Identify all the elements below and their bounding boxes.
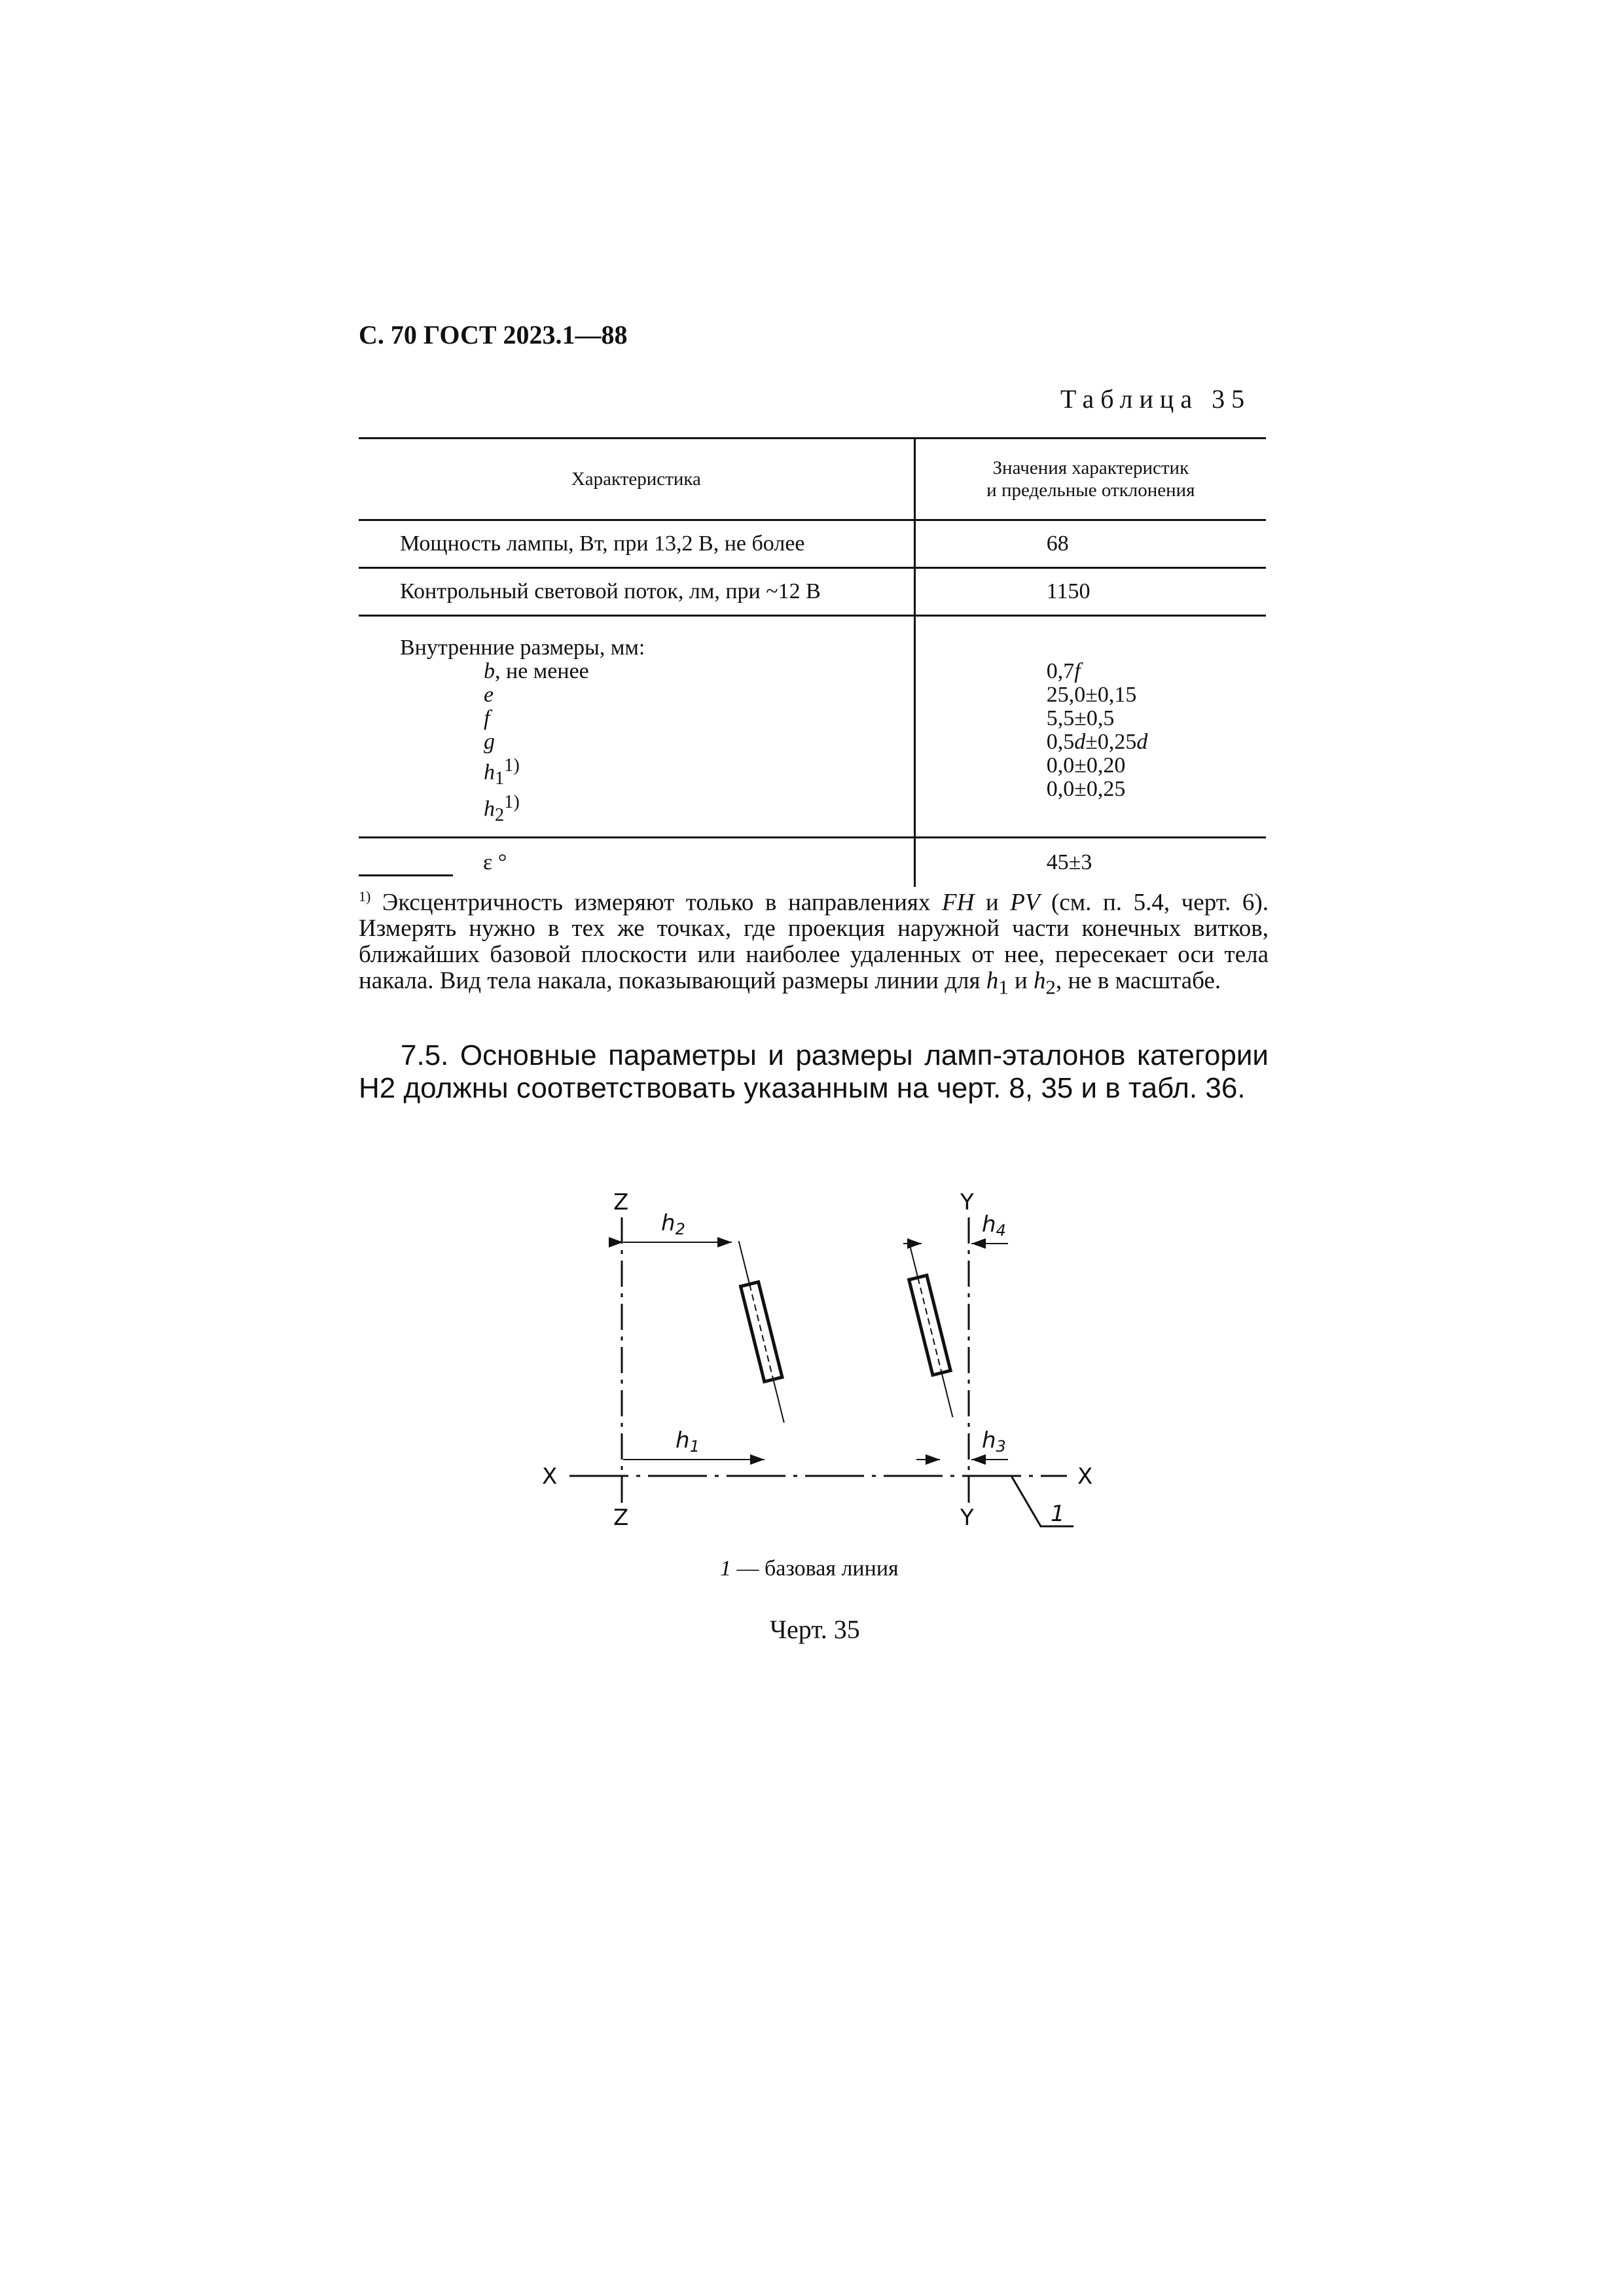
- row-angle-value: 45±3: [1046, 850, 1092, 875]
- table-row-dimensions: [359, 616, 1266, 838]
- y-bottom-label: Y: [960, 1505, 974, 1531]
- table-row: [359, 568, 1266, 616]
- footnote-rule: [359, 874, 453, 876]
- dim-h1-name: $h_1^{1)}$: [484, 755, 520, 789]
- filament-diagram: [524, 1178, 1113, 1545]
- table-label: Таблица 35: [1060, 384, 1252, 414]
- row-angle-name: ε °: [359, 838, 914, 888]
- dim-f-name: f: [484, 706, 490, 730]
- spec-table: [359, 437, 1266, 887]
- column-header-values: Значения характеристик и предельные отклонения: [914, 439, 1266, 520]
- dim-b-name: b, не менее: [484, 659, 589, 683]
- row-flux-value: 1150: [914, 568, 1266, 616]
- right-filament: [899, 1237, 962, 1419]
- dim-f-value: 5,5±0,5: [1046, 706, 1115, 730]
- z-bottom-label: Z: [613, 1505, 629, 1531]
- y-top-label: Y: [960, 1189, 974, 1215]
- paragraph-7-5: 7.5. Основные параметры и размеры ламп-эталонов категории Н2 должны соответствовать указанным на черт. 8, 35 и в табл. 36.: [359, 1039, 1269, 1104]
- figure-number: Черт. 35: [770, 1615, 860, 1644]
- figure-caption: 1 — базовая линия: [720, 1556, 899, 1581]
- left-filament: [730, 1239, 793, 1425]
- dim-h1-value: 0,0±0,20: [1046, 753, 1126, 778]
- h3-label: h3: [982, 1427, 1006, 1456]
- dims-title: Внутренние размеры, мм:: [400, 636, 645, 660]
- page-header: С. 70 ГОСТ 2023.1—88: [359, 320, 628, 350]
- h4-label: h4: [982, 1211, 1006, 1240]
- dim-e-value: 25,0±0,15: [1046, 683, 1137, 707]
- table-row: [359, 520, 1266, 568]
- footnote: $^{1)}$ Эксцентричность измеряют только в направлениях FH и PV (см. п. 5.4, черт. 6). Измерять нужно в тех же точках, где проекция наружной части конечных витков, ближайших базовой плоскости или наиболее удаленных от нее, пересекает оси тела накала. Вид тела накала, показывающий размеры линии для $h_1$ и $h_2$, не в масштабе.: [359, 888, 1269, 999]
- dim-e-name: e: [484, 683, 494, 707]
- z-top-label: Z: [613, 1189, 629, 1215]
- x-right-label: X: [1077, 1463, 1093, 1490]
- dim-b-value: 0,7f: [1046, 659, 1081, 683]
- dim-h2-name: $h_2^{1)}$: [484, 792, 520, 826]
- dim-g-value: 0,5d±0,25d: [1046, 730, 1148, 754]
- x-left-label: X: [542, 1463, 558, 1490]
- h1-label: h1: [676, 1427, 700, 1456]
- dim-g-name: g: [484, 730, 495, 754]
- row-power-name: Мощность лампы, Вт, при 13,2 В, не более: [359, 520, 914, 568]
- h2-label: h2: [661, 1210, 685, 1238]
- row-power-value: 68: [914, 520, 1266, 568]
- row-flux-name: Контрольный световой поток, лм, при ~12 В: [359, 568, 914, 616]
- column-header-characteristic: Характеристика: [359, 439, 914, 520]
- dim-h2-value: 0,0±0,25: [1046, 777, 1126, 801]
- table-row: [359, 838, 1266, 888]
- ref-label-1: 1: [1051, 1501, 1065, 1527]
